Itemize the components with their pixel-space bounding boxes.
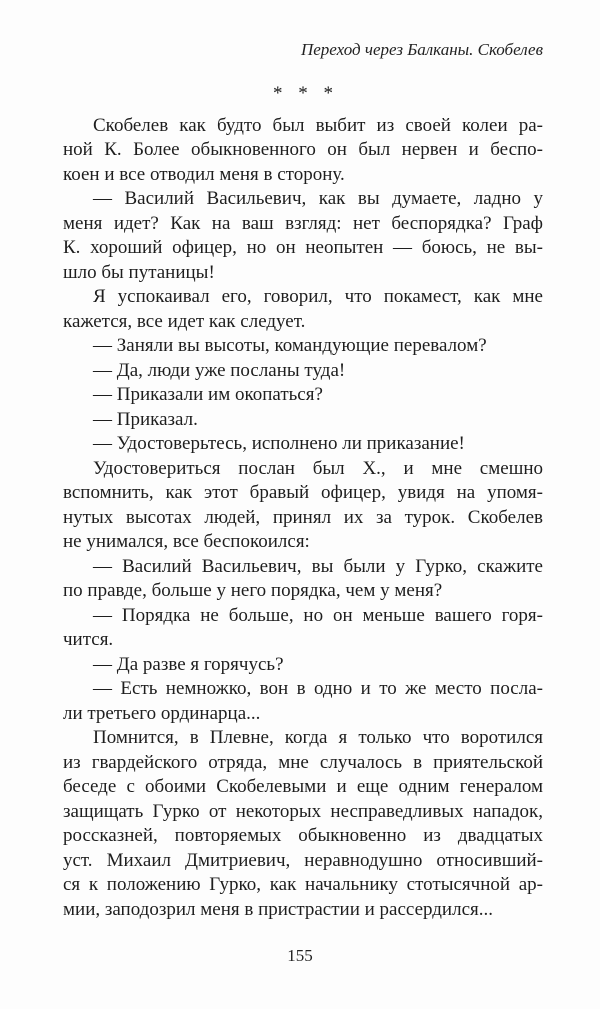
paragraph bbox=[63, 604, 543, 653]
text-line: — Василий Васильевич, как вы думаете, ладно у bbox=[93, 188, 543, 209]
text-line: шло бы путаницы! bbox=[63, 261, 215, 283]
text-line: из гвардейского отряда, мне случалось в приятельской bbox=[63, 751, 543, 773]
paragraph bbox=[63, 359, 543, 384]
text-line: защищать Гурко от некоторых несправедливых нападок, bbox=[63, 800, 543, 822]
text-line: К. хороший офицер, но он неопытен — боюсь, не вы- bbox=[63, 237, 543, 258]
paragraph bbox=[63, 408, 543, 433]
text-line: ся к положению Гурко, как начальнику стотысячной ар- bbox=[63, 874, 543, 895]
text-line: беседе с обоими Скобелевыми и еще одним генералом bbox=[63, 776, 543, 797]
paragraph bbox=[63, 555, 543, 604]
paragraph bbox=[63, 285, 543, 334]
text-line: — Заняли вы высоты, командующие перевалом? bbox=[93, 335, 487, 356]
paragraph bbox=[63, 334, 543, 359]
text-line: чится. bbox=[63, 629, 114, 650]
text-line: нутых высотах людей, принял их за турок. Скобелев bbox=[63, 506, 543, 528]
text-line: россказней, повторяемых обыкновенно из двадцатых bbox=[63, 825, 543, 846]
text-line: по правде, больше у него порядка, чем у меня? bbox=[63, 580, 443, 601]
paragraph bbox=[63, 726, 543, 922]
paragraph bbox=[63, 432, 543, 457]
text-line: ли третьего ординарца... bbox=[63, 702, 261, 724]
text-line: не унимался, все беспокоился: bbox=[63, 531, 310, 552]
page-number: 155 bbox=[287, 946, 313, 965]
text-block bbox=[63, 114, 543, 923]
paragraph bbox=[63, 383, 543, 408]
text-line: коен и все отводил меня в сторону. bbox=[63, 163, 345, 185]
text-line: — Да, люди уже посланы туда! bbox=[93, 359, 346, 381]
text-line: — Порядка не больше, но он меньше вашего горя- bbox=[93, 604, 543, 626]
text-line: — Да разве я горячусь? bbox=[93, 653, 284, 675]
paragraph bbox=[63, 653, 543, 678]
text-line: — Удостоверьтесь, исполнено ли приказание! bbox=[93, 433, 465, 454]
text-line: Помнится, в Плевне, когда я только что воротился bbox=[93, 727, 543, 748]
text-line: — Василий Васильевич, вы были у Гурко, скажите bbox=[93, 555, 543, 577]
text-line: — Есть немножко, вон в одно и то же место посла- bbox=[93, 678, 543, 699]
text-line: — Приказал. bbox=[93, 408, 198, 430]
paragraph bbox=[63, 114, 543, 188]
text-line: Скобелев как будто был выбит из своей колеи ра- bbox=[93, 114, 543, 136]
text-line: мии, заподозрил меня в пристрастии и рассердился... bbox=[63, 898, 494, 920]
text-line: меня идет? Как на ваш взгляд: нет беспорядка? Граф bbox=[63, 212, 543, 234]
text-line: кажется, все идет как следует. bbox=[63, 310, 306, 332]
section-separator: * * * bbox=[273, 83, 333, 104]
paragraph bbox=[63, 677, 543, 726]
running-title: Переход через Балканы. Скобелев bbox=[300, 40, 543, 59]
text-line: — Приказали им окопаться? bbox=[93, 384, 323, 405]
text-line: вспомнить, как этот бравый офицер, увидя на упомя- bbox=[63, 482, 543, 503]
text-line: ной К. Более обыкновенного он был нервен и беспо- bbox=[63, 139, 543, 160]
text-line: уст. Михаил Дмитриевич, неравнодушно относивший- bbox=[63, 849, 543, 871]
text-line: Я успокаивал его, говорил, что покамест, как мне bbox=[93, 286, 543, 307]
text-line: Удостовериться послан был Х., и мне смешно bbox=[93, 457, 543, 479]
paragraph bbox=[63, 187, 543, 285]
paragraph bbox=[63, 457, 543, 555]
